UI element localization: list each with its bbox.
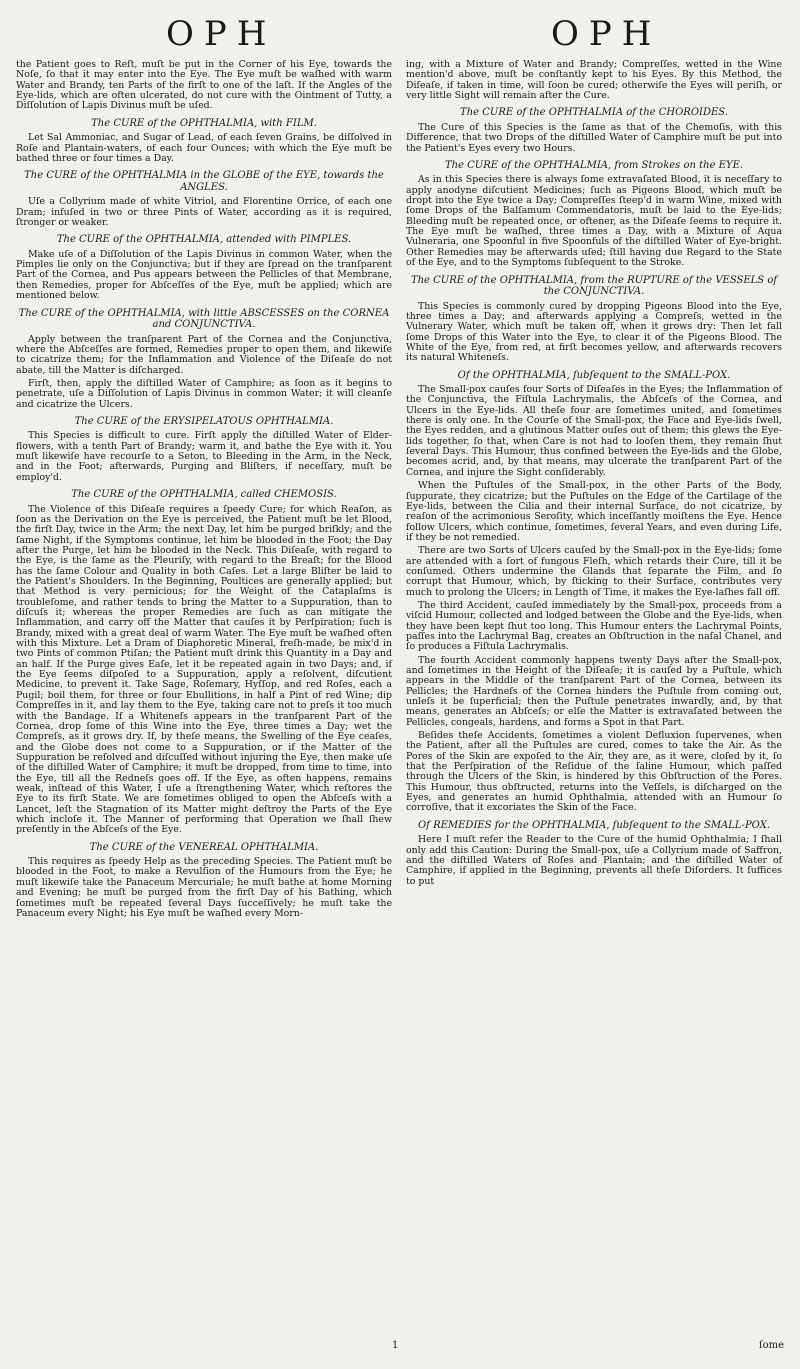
section-heading: Of REMEDIES for the OPHTHALMIA, ſubſequent to the SMALL-POX. [417, 819, 770, 831]
left-running-head: OPH [166, 14, 277, 54]
paragraph: The third Accident, cauſed immediately by the Small-pox, proceeds from a viſcid Humour, collected and lodged between the Globe and the Eye-lids, when they have been kept ſhut too long. This Humour enters the Lachrymal Points, paſſes into the Lachrymal Bag, creates an Obſtruction in the naſal Chanel, and ſo produces a Fiſtula Lachrymalis. [406, 599, 782, 653]
section-heading: The CURE of the OPHTHALMIA of the CHOROIDES. [460, 107, 728, 119]
section-heading: The CURE of the VENEREAL OPHTHALMIA. [89, 841, 319, 853]
paragraph: The fourth Accident commonly happens twenty Days after the Small-pox, and ſometimes in the Height of the Diſeaſe; it is cauſed by a Puſtule, which appears in the Middle of the tranſparent Part of the Cornea, between its Pellicles; the Hardneſs of the Cornea hinders the Puſtule from coming out, unleſs it be ſuperficial; then the Puſtule penetrates inwardly, and, by that means, generates an Abſceſs; or elſe the Matter is extravaſated between the Pellicles, congeals, hardens, and forms a Spot in that Part. [406, 654, 782, 728]
paragraph: Apply between the tranſparent Part of the Cornea and the Conjunctiva, where the Abſceſſes are formed, Remedies proper to open them, and likewiſe to cicatrize them; for the Inflammation and Violence of the Diſeaſe do not abate, till the Matter is diſcharged. [16, 333, 392, 376]
right-column [406, 60, 782, 922]
section-heading: The CURE of the OPHTHALMIA, from the RUPTURE of the VESSELS of the CONJUNCTIVA. [410, 274, 778, 297]
page-number: 1 [392, 1340, 399, 1351]
paragraph: Uſe a Collyrium made of white Vitriol, and Florentine Orrice, of each one Dram; infuſed in two or three Pints of Water, according as it is required, ſtronger or weaker. [16, 196, 392, 228]
paragraph: Here I muſt refer the Reader to the Cure of the humid Ophthalmia; I ſhall only add this Caution: During the Small-pox, uſe a Collyrium made of Saffron, and the diſtilled Waters of Roſes and Plantain; and the diſtilled Water of Camphire, if applied in the Beginning, prevents all theſe Diſorders. It ſuffices to put [406, 834, 782, 887]
paragraph: The Cure of this Species is the ſame as that of the Chemoſis, with this Difference, that two Drops of the diſtilled Water of Camphire muſt be put into the Patient's Eyes every two Hours. [406, 121, 782, 154]
paragraph: There are two Sorts of Ulcers cauſed by the Small-pox in the Eye-lids; ſome are attended with a ſort of fungous Fleſh, which retards their Cure, till it be conſumed. Others undermine the Glands that ſeparate the Film, and ſo corrupt that Humour, which, by ſticking to their Surface, contributes very much to prolong the Ulcers; in Length of Time, it makes the Eye-laſhes fall off. [406, 545, 782, 598]
paragraph: As in this Species there is always ſome extravaſated Blood, it is neceſſary to apply anodyne diſcutient Medicines; ſuch as Pigeons Blood, which muſt be dropt into the Eye twice a Day; Compreſſes ſteep'd in warm Wine, mixed with ſome Drops of the Balſamum Commendatoris, muſt be laid to the Eye-lids; Bleeding muſt be repeated once, or oftener, as the Diſeaſe ſeems to require it. The Eye muſt be waſhed, three times a Day, with a Mixture of Aqua Vulneraria, one Spoonful in five Spoonfuls of the diſtilled Water of Eye-bright. Other Remedies may be afterwards uſed; ſtill having due Regard to the State of the Eye, and to the Symptoms ſubſequent to the Stroke. [406, 174, 782, 269]
running-headers [16, 14, 784, 60]
section-heading: The CURE of the OPHTHALMIA in the GLOBE of the EYE, towards the ANGLES. [24, 170, 384, 193]
paragraph: When the Puſtules of the Small-pox, in the other Parts of the Body, ſuppurate, they cicatrize; but the Puſtules on the Edge of the Cartilage of the Eye-lids, between the Cilia and their internal Surface, do not cicatrize, by reaſon of the acrimonious Seroſity, which inceſſantly moiſtens the Eye. Hence follow Ulcers, which continue, ſometimes, ſeveral Years, and even during Life, if they be not remedied. [406, 480, 782, 543]
paragraph: Beſides theſe Accidents, ſometimes a violent Defluxion ſupervenes, when the Patient, after all the Puſtules are cured, comes to take the Air. As the Pores of the Skin are expoſed to the Air, they are, as it were, cloſed by it, ſo that the Perſpiration of the Reſidue of the ſaline Humour, which paſſed through the Ulcers of the Skin, is hindered by this Obſtruction of the Pores. This Humour, thus obſtructed, returns into the Veſſels, is diſcharged on the Eyes, and generates an humid Ophthalmia, attended with an Humour ſo corroſive, that it excoriates the Skin of the Face. [406, 730, 782, 814]
section-heading: The CURE of the OPHTHALMIA, called CHEMOSIS. [71, 489, 337, 501]
section-heading: The CURE of the OPHTHALMIA, with FILM. [91, 117, 317, 129]
paragraph: This requires as ſpeedy Help as the preceding Species. The Patient muſt be blooded in the Foot, to make a Revulſion of the Humours from the Eye; he muſt likewiſe take the Panaceum Mercuriale; he muſt bathe at home Morning and Evening; he muſt be purged from the firſt Day of his Bathing, which ſometimes muſt be repeated ſeveral Days ſucceſſively; he muſt take the Panaceum every Night; his Eye muſt be waſhed every Morn- [16, 856, 392, 919]
text-columns [16, 60, 784, 922]
paragraph: Firſt, then, apply the diſtilled Water of Camphire; as ſoon as it begins to penetrate, uſe a Diſſolution of Lapis Divinus in common Water; it will cleanſe and cicatrize the Ulcers. [16, 377, 392, 410]
section-heading: The CURE of the OPHTHALMIA, with little ABSCESSES on the CORNEA and CONJUNCTIVA. [18, 307, 390, 330]
paragraph: ing, with a Mixture of Water and Brandy; Compreſſes, wetted in the Wine mention'd above, muſt be conſtantly kept to his Eyes. By this Method, the Diſeaſe, if taken in time, will ſoon be cured; otherwiſe the Eyes will periſh, or very little Sight will remain after the Cure. [406, 59, 782, 102]
section-heading: Of the OPHTHALMIA, ſubſequent to the SMALL-POX. [457, 369, 731, 381]
paragraph: The Violence of this Diſeaſe requires a ſpeedy Cure; for which Reaſon, as ſoon as the Derivation on the Eye is perceived, the Patient muſt be let Blood, the firſt Day, twice in the Arm; the next Day, let him be purged briſkly; and the ſame Night, if the Symptoms continue, let him be blooded in the Foot; the Day after the Purge, let him be blooded in the Neck. This Diſeaſe, with regard to the Eye, is the ſame as the Pleuriſy, with regard to the Breaſt; for the Blood has the ſame Colour and Quality in both Caſes. Let a large Bliſter be laid to the Patient's Shoulders. In the Beginning, Poultices are generally applied; but that Method is very pernicious; for the Weight of the Cataplaſms is troubleſome, and rather tends to bring the Matter to a Suppuration, than to diſcuſs it; whereas the proper Remedies are ſuch as can mitigate the Inflammation, and carry off the Matter that cauſes it by Perſpiration; ſuch is Brandy, mixed with a great deal of warm Water. The Eye muſt be waſhed often with this Mixture. Let a Dram of Diaphoretic Mineral, freſh-made, be mix'd in two Pints of common Ptiſan; the Patient muſt drink this Quantity in a Day and an half. If the Purge gives Eaſe, let it be repeated again in two Days; and, if the Eye ſeems diſpoſed to a Suppuration, apply a reſolvent, diſcutient Medicine, to prevent it. Take Sage, Roſemary, Hyſſop, and red Roſes, each a Pugil; boil them, for three or four Ebullitions, in half a Pint of red Wine; dip Compreſſes in it, and lay them to the Eye, taking care not to preſs it too much with the Bandage. If a Whiteneſs appears in the tranſparent Part of the Cornea, drop ſome of this Wine into the Eye, three times a Day; wet the Compreſs, as it grows dry. If, by theſe means, the Swelling of the Eye ceaſes, and the Globe does not come to a Suppuration, or if the Matter of the Suppuration be reſolved and diſcuſſed without injuring the Eye, then make uſe of the diſtilled Water of Camphire; it muſt be dropped, from time to time, into the Eye, till all the Redneſs goes off. If the Eye, as often happens, remains weak, inſtead of this Water, I uſe a ſtrengthening Water, which reſtores the Eye to its firſt State. We are ſometimes obliged to open the Abſceſs with a Lancet, leſt the Stagnation of its Matter might deſtroy the Parts of the Eye which incloſe it. The Manner of performing that Operation we ſhall ſhew preſently in the Abſceſs of the Eye. [16, 503, 392, 836]
catchword: ſome [758, 1340, 784, 1351]
paragraph: Let Sal Ammoniac, and Sugar of Lead, of each ſeven Grains, be diſſolved in Roſe and Plantain-waters, of each four Ounces; with which the Eye muſt be bathed three or four times a Day. [16, 132, 392, 164]
section-heading: The CURE of the OPHTHALMIA, attended with PIMPLES. [56, 234, 352, 246]
right-running-head: OPH [551, 14, 662, 54]
paragraph: The Small-pox cauſes four Sorts of Diſeaſes in the Eyes; the Inflammation of the Conjunctiva, the Fiſtula Lachrymalis, the Abſceſs of the Cornea, and Ulcers in the Eye-lids. All theſe four are ſometimes united, and ſometimes there is only one. In the Courſe of the Small-pox, the Face and Eye-lids ſwell, the Eyes redden, and a glutinous Matter ouſes out of them; this glews the Eye-lids together, ſo that, when Care is not had to looſen them, they remain ſhut ſeveral Days. This Humour, thus confined between the Eye-lids and the Globe, becomes acrid, and, by that means, may ulcerate the tranſparent Part of the Cornea, and injure the Sight conſiderably. [406, 384, 782, 478]
paragraph: the Patient goes to Reſt, muſt be put in the Corner of his Eye, towards the Noſe, ſo that it may enter into the Eye. The Eye muſt be waſhed with warm Water and Brandy, ten Parts of the firſt to one of the laſt. If the Angles of the Eye-lids, which are often ulcerated, do not cure with the Ointment of Tutty, a Diſſolution of Lapis Divinus muſt be uſed. [16, 59, 392, 112]
paragraph: Make uſe of a Diſſolution of the Lapis Divinus in common Water, when the Pimples lie only on the Conjunctiva; but if they are ſpread on the tranſparent Part of the Cornea, and Pus appears between the Pellicles of that Membrane, then Remedies, proper for Abſceſſes of the Eye, muſt be applied; which are mentioned below. [16, 248, 392, 302]
section-heading: The CURE of the ERYSIPELATOUS OPHTHALMIA. [74, 415, 334, 427]
paragraph: This Species is difficult to cure. Firſt apply the diſtilled Water of Elder-flowers, with a tenth Part of Brandy; warm it, and bathe the Eye with it. You muſt likewiſe have recourſe to a Seton, to Bleeding in the Arm, in the Neck, and in the Foot; afterwards, Purging and Bliſters, if neceſſary, muſt be employ'd. [16, 430, 392, 483]
paragraph: This Species is commonly cured by dropping Pigeons Blood into the Eye, three times a Day; and afterwards applying a Compreſs, wetted in the Vulnerary Water, which muſt be taken off, when it grows dry: Then let fall ſome Drops of this Water into the Eye, to clear it of the Pigeons Blood. The White of the Eye, from red, at firſt becomes yellow, and afterwards recovers its natural Whiteneſs. [406, 300, 782, 364]
left-column [16, 60, 392, 922]
section-heading: The CURE of the OPHTHALMIA, from Strokes on the EYE. [444, 159, 744, 171]
